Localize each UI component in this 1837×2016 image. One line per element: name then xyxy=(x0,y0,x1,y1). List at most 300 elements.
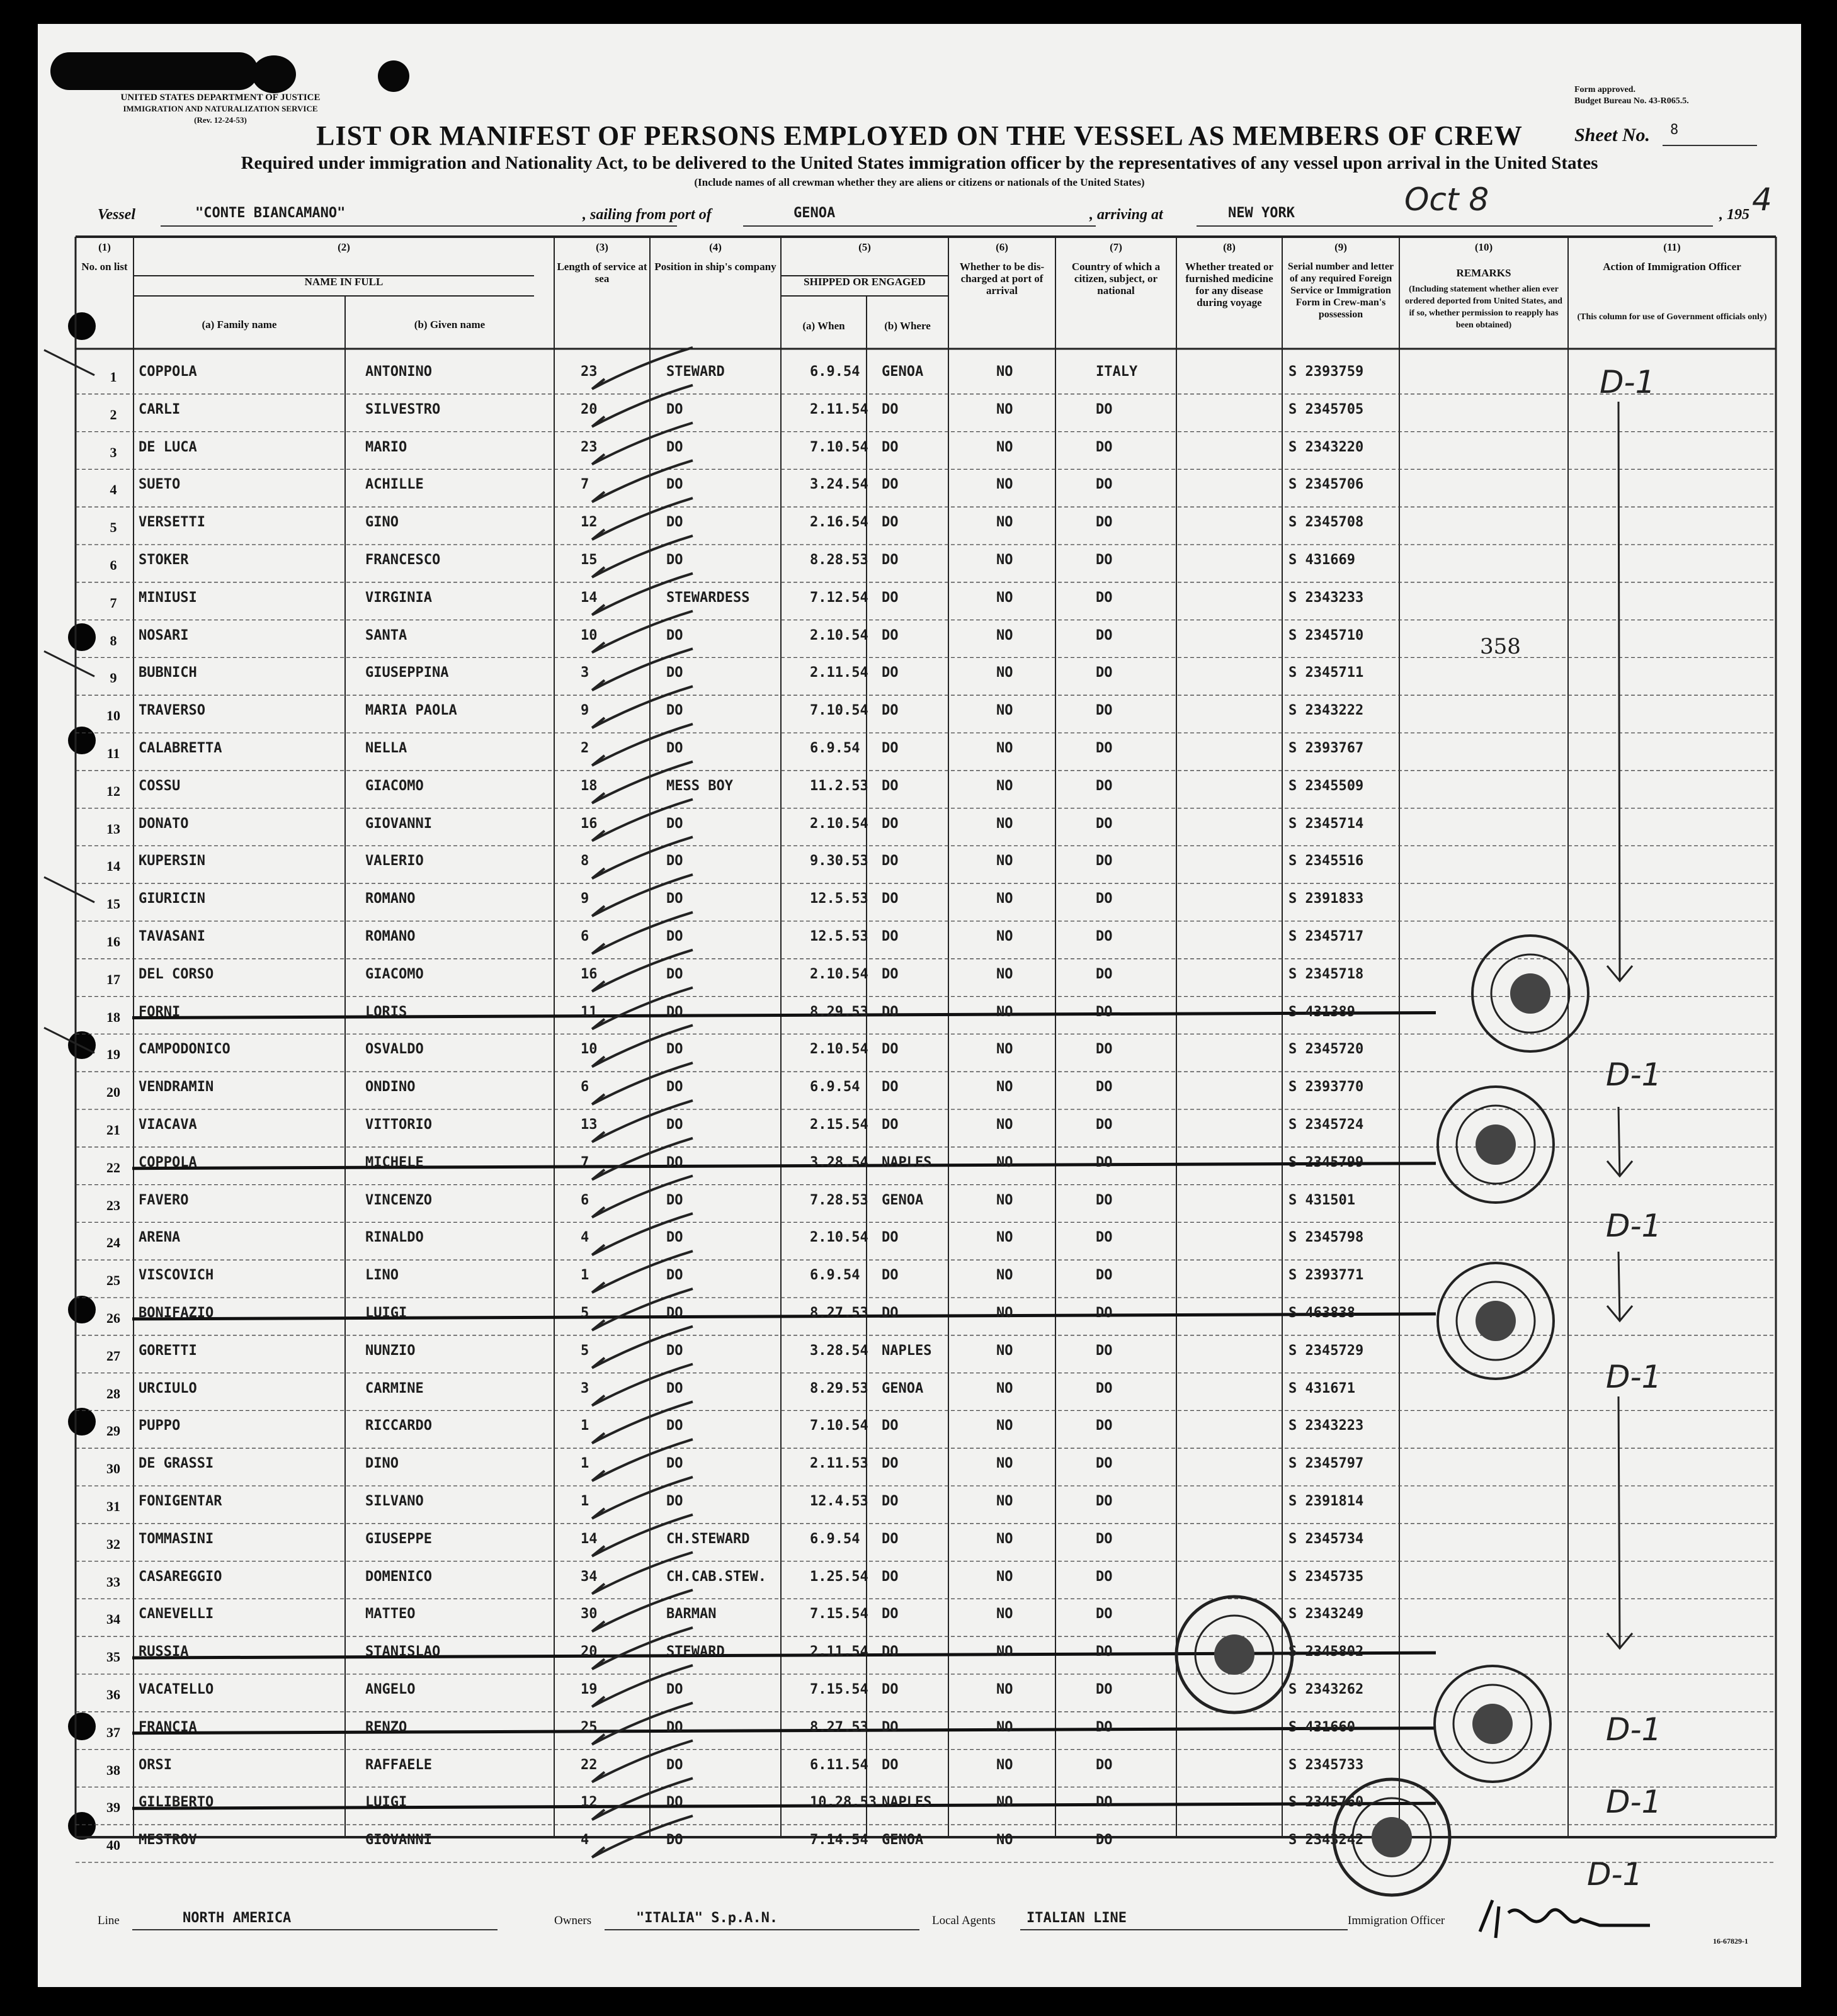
cell-when: 7.15.54 xyxy=(810,1606,868,1622)
cell-when: 12.5.53 xyxy=(810,928,868,944)
cell-service: 20 xyxy=(581,1644,598,1660)
cell-given: SILVESTRO xyxy=(365,401,441,417)
service-name: IMMIGRATION AND NATURALIZATION SERVICE xyxy=(123,104,318,113)
cell-when: 8.29.53 xyxy=(810,1380,868,1396)
cell-position: DO xyxy=(666,665,683,681)
cell-country: DO xyxy=(1096,552,1113,568)
cell-position: DO xyxy=(666,703,683,719)
cell-family: ARENA xyxy=(139,1230,181,1246)
cell-when: 7.12.54 xyxy=(810,589,868,606)
cell-family: RUSSIA xyxy=(139,1644,189,1660)
cell-where: DO xyxy=(882,703,899,719)
cell-position: DO xyxy=(666,1456,683,1472)
cell-country: DO xyxy=(1096,1305,1113,1321)
cell-where: DO xyxy=(882,740,899,756)
cell-country: DO xyxy=(1096,477,1113,493)
cell-discharged: NO xyxy=(996,891,1013,907)
row-number: 36 xyxy=(106,1686,120,1702)
cell-position: DO xyxy=(666,928,683,944)
form-code: 16-67829-1 xyxy=(1713,1937,1748,1945)
cell-discharged: NO xyxy=(996,1192,1013,1208)
cell-service: 1 xyxy=(581,1418,589,1434)
cell-when: 2.10.54 xyxy=(810,966,868,982)
cell-country: DO xyxy=(1096,853,1113,869)
cell-discharged: NO xyxy=(996,1832,1013,1849)
cell-where: DO xyxy=(882,1493,899,1509)
cell-discharged: NO xyxy=(996,552,1013,568)
action-mark: D-1 xyxy=(1587,1856,1643,1893)
cell-when: 2.11.53 xyxy=(810,1456,868,1472)
cell-service: 34 xyxy=(581,1568,598,1585)
cell-when: 10.28.53 xyxy=(810,1794,877,1811)
cell-family: VACATELLO xyxy=(139,1681,214,1697)
cell-when: 9.30.53 xyxy=(810,853,868,869)
cell-family: SUETO xyxy=(139,477,181,493)
cell-position: CH.STEWARD xyxy=(666,1531,750,1547)
cell-when: 6.11.54 xyxy=(810,1757,868,1773)
cell-serial: S 2393770 xyxy=(1288,1079,1364,1096)
cell-where: DO xyxy=(882,1681,899,1697)
cell-position: DO xyxy=(666,1154,683,1170)
consulate-stamp xyxy=(1467,931,1593,1056)
cell-where: DO xyxy=(882,477,899,493)
cell-family: CANEVELLI xyxy=(139,1606,214,1622)
cell-country: DO xyxy=(1096,1757,1113,1773)
cell-where: DO xyxy=(882,1041,899,1058)
cell-serial: S 2345797 xyxy=(1288,1456,1364,1472)
cell-country: DO xyxy=(1096,1418,1113,1434)
cell-discharged: NO xyxy=(996,1305,1013,1321)
cell-country: DO xyxy=(1096,1192,1113,1208)
cell-where: NAPLES xyxy=(882,1154,932,1170)
cell-country: DO xyxy=(1096,1342,1113,1359)
cell-position: DO xyxy=(666,1230,683,1246)
column-header: Position in ship's company xyxy=(654,261,776,273)
cell-discharged: NO xyxy=(996,1493,1013,1509)
row-number: 9 xyxy=(110,670,117,686)
cell-given: LORIS xyxy=(365,1004,407,1020)
cell-service: 14 xyxy=(581,589,598,606)
cell-family: CARLI xyxy=(139,401,181,417)
cell-position: DO xyxy=(666,1418,683,1434)
cell-when: 8.29.53 xyxy=(810,1004,868,1020)
cell-given: MATTEO xyxy=(365,1606,416,1622)
cell-family: DONATO xyxy=(139,815,189,832)
cell-family: DE LUCA xyxy=(139,439,197,455)
cell-discharged: NO xyxy=(996,703,1013,719)
row-number: 16 xyxy=(106,933,120,949)
cell-family: FORNI xyxy=(139,1004,181,1020)
cell-given: NELLA xyxy=(365,740,407,756)
cell-where: DO xyxy=(882,1267,899,1284)
page-title: LIST OR MANIFEST OF PERSONS EMPLOYED ON THE VESSEL AS MEMBERS OF CREW xyxy=(316,120,1523,151)
cell-discharged: NO xyxy=(996,1116,1013,1133)
cell-where: DO xyxy=(882,1568,899,1585)
row-number: 39 xyxy=(106,1799,120,1816)
cell-given: ONDINO xyxy=(365,1079,416,1096)
cell-family: GORETTI xyxy=(139,1342,197,1359)
sheet-no-value: 8 xyxy=(1670,122,1679,138)
cell-family: VERSETTI xyxy=(139,514,205,531)
cell-discharged: NO xyxy=(996,1719,1013,1735)
form-approved-text: Form approved. xyxy=(1574,85,1635,94)
cell-when: 2.16.54 xyxy=(810,514,868,531)
action-mark: D-1 xyxy=(1606,1056,1662,1093)
row-number: 40 xyxy=(106,1837,120,1854)
cell-country: DO xyxy=(1096,1041,1113,1058)
cell-serial: S 2345717 xyxy=(1288,928,1364,944)
cell-service: 5 xyxy=(581,1342,589,1359)
port-value: GENOA xyxy=(793,205,836,221)
cell-where: NAPLES xyxy=(882,1794,932,1811)
cell-given: RAFFAELE xyxy=(365,1757,432,1773)
column-header: Whether treated or furnished medicine for any disease during voyage xyxy=(1185,261,1274,309)
cell-where: DO xyxy=(882,439,899,455)
owners-underline xyxy=(605,1929,919,1930)
cell-family: ORSI xyxy=(139,1757,172,1773)
cell-given: MARIO xyxy=(365,439,407,455)
cell-serial: S 2345706 xyxy=(1288,477,1364,493)
cell-when: 2.10.54 xyxy=(810,1041,868,1058)
cell-when: 6.9.54 xyxy=(810,1531,860,1547)
cell-service: 10 xyxy=(581,627,598,643)
cell-serial: S 2345705 xyxy=(1288,401,1364,417)
cell-country: DO xyxy=(1096,401,1113,417)
cell-service: 15 xyxy=(581,552,598,568)
cell-position: DO xyxy=(666,853,683,869)
cell-where: DO xyxy=(882,1644,899,1660)
cell-where: DO xyxy=(882,665,899,681)
cell-country: DO xyxy=(1096,1644,1113,1660)
row-number: 22 xyxy=(106,1159,120,1175)
column-number: (7) xyxy=(1110,241,1122,253)
cell-when: 3.24.54 xyxy=(810,477,868,493)
cell-where: DO xyxy=(882,815,899,832)
vessel-label: Vessel xyxy=(98,207,135,223)
cell-country: DO xyxy=(1096,966,1113,982)
action-mark: D-1 xyxy=(1606,1784,1662,1820)
cell-serial: S 431389 xyxy=(1288,1004,1355,1020)
cell-serial: S 2345735 xyxy=(1288,1568,1364,1585)
cell-family: TOMMASINI xyxy=(139,1531,214,1547)
cell-family: FRANCIA xyxy=(139,1719,197,1735)
cell-where: GENOA xyxy=(882,1192,924,1208)
cell-discharged: NO xyxy=(996,1342,1013,1359)
cell-discharged: NO xyxy=(996,1794,1013,1811)
cell-family: DE GRASSI xyxy=(139,1456,214,1472)
cell-country: DO xyxy=(1096,1719,1113,1735)
column-header: Action of Immigration Officer xyxy=(1603,261,1741,273)
owners-label: Owners xyxy=(554,1914,592,1927)
cell-position: DO xyxy=(666,1079,683,1096)
cell-service: 23 xyxy=(581,363,598,380)
cell-when: 7.15.54 xyxy=(810,1681,868,1697)
remark-number: 358 xyxy=(1480,634,1521,659)
cell-family: CASAREGGIO xyxy=(139,1568,222,1585)
action-mark: D-1 xyxy=(1600,364,1656,400)
cell-serial: S 2345733 xyxy=(1288,1757,1364,1773)
cell-discharged: NO xyxy=(996,778,1013,794)
consulate-stamp xyxy=(1430,1661,1555,1787)
cell-when: 2.11.54 xyxy=(810,1644,868,1660)
cell-country: DO xyxy=(1096,1681,1113,1697)
agency-name: UNITED STATES DEPARTMENT OF JUSTICE xyxy=(120,93,321,103)
column-number: (9) xyxy=(1334,241,1347,253)
cell-family: PUPPO xyxy=(139,1418,181,1434)
cell-given: OSVALDO xyxy=(365,1041,424,1058)
cell-given: MICHELE xyxy=(365,1154,424,1170)
cell-family: NOSARI xyxy=(139,627,189,643)
cell-serial: S 2345799 xyxy=(1288,1154,1364,1170)
column-number: (5) xyxy=(858,241,871,253)
cell-service: 22 xyxy=(581,1757,598,1773)
cell-given: LUIGI xyxy=(365,1794,407,1811)
arriving-label: , arriving at xyxy=(1089,207,1163,223)
cell-given: CARMINE xyxy=(365,1380,424,1396)
cell-when: 8.27.53 xyxy=(810,1305,868,1321)
cell-discharged: NO xyxy=(996,1606,1013,1622)
row-number: 28 xyxy=(106,1385,120,1402)
cell-serial: S 2343249 xyxy=(1288,1606,1364,1622)
cell-given: LUIGI xyxy=(365,1305,407,1321)
cell-position: DO xyxy=(666,552,683,568)
cell-given: SILVANO xyxy=(365,1493,424,1509)
cell-service: 4 xyxy=(581,1230,589,1246)
cell-family: TRAVERSO xyxy=(139,703,205,719)
column-header: SHIPPED OR ENGAGED xyxy=(804,276,926,288)
action-mark: D-1 xyxy=(1606,1359,1662,1395)
cell-country: DO xyxy=(1096,439,1113,455)
cell-country: DO xyxy=(1096,627,1113,643)
row-number: 2 xyxy=(110,406,117,422)
cell-when: 3.28.54 xyxy=(810,1342,868,1359)
row-number: 25 xyxy=(106,1272,120,1289)
cell-service: 4 xyxy=(581,1832,589,1849)
cell-serial: S 2343220 xyxy=(1288,439,1364,455)
cell-family: VIACAVA xyxy=(139,1116,197,1133)
cell-family: COPPOLA xyxy=(139,1154,197,1170)
cell-when: 12.4.53 xyxy=(810,1493,868,1509)
cell-serial: S 2345710 xyxy=(1288,627,1364,643)
cell-family: BUBNICH xyxy=(139,665,197,681)
cell-discharged: NO xyxy=(996,815,1013,832)
row-number: 37 xyxy=(106,1724,120,1740)
owners-value: "ITALIA" S.p.A.N. xyxy=(636,1910,778,1926)
cell-service: 11 xyxy=(581,1004,598,1020)
cell-discharged: NO xyxy=(996,1154,1013,1170)
subcolumn-header: (b) Given name xyxy=(414,319,486,331)
cell-family: COPPOLA xyxy=(139,363,197,380)
action-mark: D-1 xyxy=(1606,1208,1662,1244)
cell-position: DO xyxy=(666,1192,683,1208)
row-number: 34 xyxy=(106,1611,120,1628)
cell-given: ACHILLE xyxy=(365,477,424,493)
row-number: 3 xyxy=(110,444,117,460)
cell-service: 5 xyxy=(581,1305,589,1321)
arriving-value: NEW YORK xyxy=(1228,205,1295,221)
cell-serial: S 2345714 xyxy=(1288,815,1364,832)
cell-family: GIURICIN xyxy=(139,891,205,907)
cell-position: CH.CAB.STEW. xyxy=(666,1568,766,1585)
cell-where: NAPLES xyxy=(882,1342,932,1359)
cell-position: BARMAN xyxy=(666,1606,717,1622)
cell-given: RICCARDO xyxy=(365,1418,432,1434)
row-number: 10 xyxy=(106,708,120,724)
cell-service: 2 xyxy=(581,740,589,756)
agents-underline xyxy=(1020,1929,1348,1930)
cell-discharged: NO xyxy=(996,363,1013,380)
cell-where: DO xyxy=(882,514,899,531)
cell-discharged: NO xyxy=(996,1380,1013,1396)
sailing-label: , sailing from port of xyxy=(583,207,712,223)
cell-given: GIOVANNI xyxy=(365,1832,432,1849)
column-header: Whether to be dis-charged at port of arrival xyxy=(959,261,1045,297)
cell-family: VISCOVICH xyxy=(139,1267,214,1284)
cell-serial: S 2345729 xyxy=(1288,1342,1364,1359)
agents-value: ITALIAN LINE xyxy=(1027,1910,1127,1926)
cell-serial: S 2345798 xyxy=(1288,1230,1364,1246)
cell-discharged: NO xyxy=(996,1418,1013,1434)
row-number: 13 xyxy=(106,820,120,837)
cell-position: MESS BOY xyxy=(666,778,733,794)
row-number: 19 xyxy=(106,1046,120,1063)
cell-service: 10 xyxy=(581,1041,598,1058)
cell-family: STOKER xyxy=(139,552,189,568)
cell-where: DO xyxy=(882,778,899,794)
cell-service: 14 xyxy=(581,1531,598,1547)
cell-position: DO xyxy=(666,1267,683,1284)
vessel-value: "CONTE BIANCAMANO" xyxy=(195,205,346,221)
cell-when: 2.10.54 xyxy=(810,627,868,643)
subcolumn-header: (a) Family name xyxy=(202,319,277,331)
cell-where: DO xyxy=(882,1079,899,1096)
cell-serial: S 2345509 xyxy=(1288,778,1364,794)
cell-family: KUPERSIN xyxy=(139,853,205,869)
cell-position: DO xyxy=(666,966,683,982)
cell-family: MINIUSI xyxy=(139,589,197,606)
column-header: REMARKS xyxy=(1456,267,1511,279)
cell-discharged: NO xyxy=(996,589,1013,606)
cell-service: 19 xyxy=(581,1681,598,1697)
cell-serial: S 2345734 xyxy=(1288,1531,1364,1547)
cell-given: ANGELO xyxy=(365,1681,416,1697)
cell-serial: S 2345724 xyxy=(1288,1116,1364,1133)
consulate-stamp xyxy=(1433,1258,1559,1384)
cell-discharged: NO xyxy=(996,740,1013,756)
cell-discharged: NO xyxy=(996,928,1013,944)
cell-given: ROMANO xyxy=(365,928,416,944)
row-number: 35 xyxy=(106,1649,120,1665)
cell-where: DO xyxy=(882,1305,899,1321)
cell-given: STANISLAO xyxy=(365,1644,441,1660)
row-number: 23 xyxy=(106,1197,120,1213)
cell-when: 8.28.53 xyxy=(810,552,868,568)
year-digit-handwritten: 4 xyxy=(1752,181,1772,218)
cell-serial: S 431671 xyxy=(1288,1380,1355,1396)
cell-service: 7 xyxy=(581,477,589,493)
cell-when: 6.9.54 xyxy=(810,363,860,380)
row-number: 30 xyxy=(106,1461,120,1477)
cell-family: MESTROV xyxy=(139,1832,197,1849)
cell-serial: S 2345708 xyxy=(1288,514,1364,531)
subcolumn-header: (a) When xyxy=(802,320,845,332)
cell-position: DO xyxy=(666,1719,683,1735)
cell-where: DO xyxy=(882,853,899,869)
cell-serial: S 2343262 xyxy=(1288,1681,1364,1697)
row-number: 8 xyxy=(110,632,117,648)
cell-discharged: NO xyxy=(996,853,1013,869)
cell-when: 2.10.54 xyxy=(810,815,868,832)
cell-discharged: NO xyxy=(996,1681,1013,1697)
cell-position: DO xyxy=(666,1305,683,1321)
cell-service: 1 xyxy=(581,1456,589,1472)
cell-country: DO xyxy=(1096,891,1113,907)
cell-service: 9 xyxy=(581,703,589,719)
cell-serial: S 2343223 xyxy=(1288,1418,1364,1434)
line-label: Line xyxy=(98,1914,120,1927)
cell-country: DO xyxy=(1096,1230,1113,1246)
row-number: 11 xyxy=(106,745,120,761)
cell-country: DO xyxy=(1096,778,1113,794)
column-number: (10) xyxy=(1474,241,1493,253)
cell-given: SANTA xyxy=(365,627,407,643)
cell-family: CAMPODONICO xyxy=(139,1041,230,1058)
cell-discharged: NO xyxy=(996,1230,1013,1246)
cell-given: GIOVANNI xyxy=(365,815,432,832)
row-number: 29 xyxy=(106,1423,120,1439)
cell-country: DO xyxy=(1096,1116,1113,1133)
manifest-sheet xyxy=(38,24,1801,1987)
cell-discharged: NO xyxy=(996,1041,1013,1058)
line-underline xyxy=(132,1929,498,1930)
cell-family: FONIGENTAR xyxy=(139,1493,222,1509)
column-header: No. on list xyxy=(81,261,128,273)
budget-bureau-text: Budget Bureau No. 43-R065.5. xyxy=(1574,96,1689,106)
cell-when: 6.9.54 xyxy=(810,1267,860,1284)
officer-signature xyxy=(1474,1888,1663,1944)
cell-serial: S 431669 xyxy=(1288,552,1355,568)
column-header: Serial number and letter of any required Foreign Service or Immigration Form in Crew-man's possession xyxy=(1287,261,1394,320)
column-number: (6) xyxy=(996,241,1008,253)
cell-where: DO xyxy=(882,891,899,907)
cell-country: DO xyxy=(1096,703,1113,719)
cell-discharged: NO xyxy=(996,1531,1013,1547)
cell-country: DO xyxy=(1096,1794,1113,1811)
cell-family: BONIFAZIO xyxy=(139,1305,214,1321)
cell-discharged: NO xyxy=(996,665,1013,681)
cell-serial: S 2393759 xyxy=(1288,363,1364,380)
cell-where: GENOA xyxy=(882,363,924,380)
subcolumn-note: (Including statement whether alien ever ordered deported from United States, and if so, whether permission to reapply has been obtained) xyxy=(1405,285,1562,330)
cell-service: 7 xyxy=(581,1154,589,1170)
year-label: , 195 xyxy=(1719,207,1749,223)
cell-when: 3.28.54 xyxy=(810,1154,868,1170)
cell-position: STEWARD xyxy=(666,363,725,380)
cell-country: DO xyxy=(1096,1154,1113,1170)
cell-service: 25 xyxy=(581,1719,598,1735)
cell-position: DO xyxy=(666,477,683,493)
cell-serial: S 2391814 xyxy=(1288,1493,1364,1509)
cell-when: 7.28.53 xyxy=(810,1192,868,1208)
cell-service: 6 xyxy=(581,1079,589,1096)
cell-where: DO xyxy=(882,1757,899,1773)
cell-serial: S 2345802 xyxy=(1288,1644,1364,1660)
cell-when: 7.10.54 xyxy=(810,439,868,455)
cell-family: COSSU xyxy=(139,778,181,794)
cell-position: DO xyxy=(666,1681,683,1697)
cell-country: DO xyxy=(1096,1267,1113,1284)
cell-country: DO xyxy=(1096,1606,1113,1622)
